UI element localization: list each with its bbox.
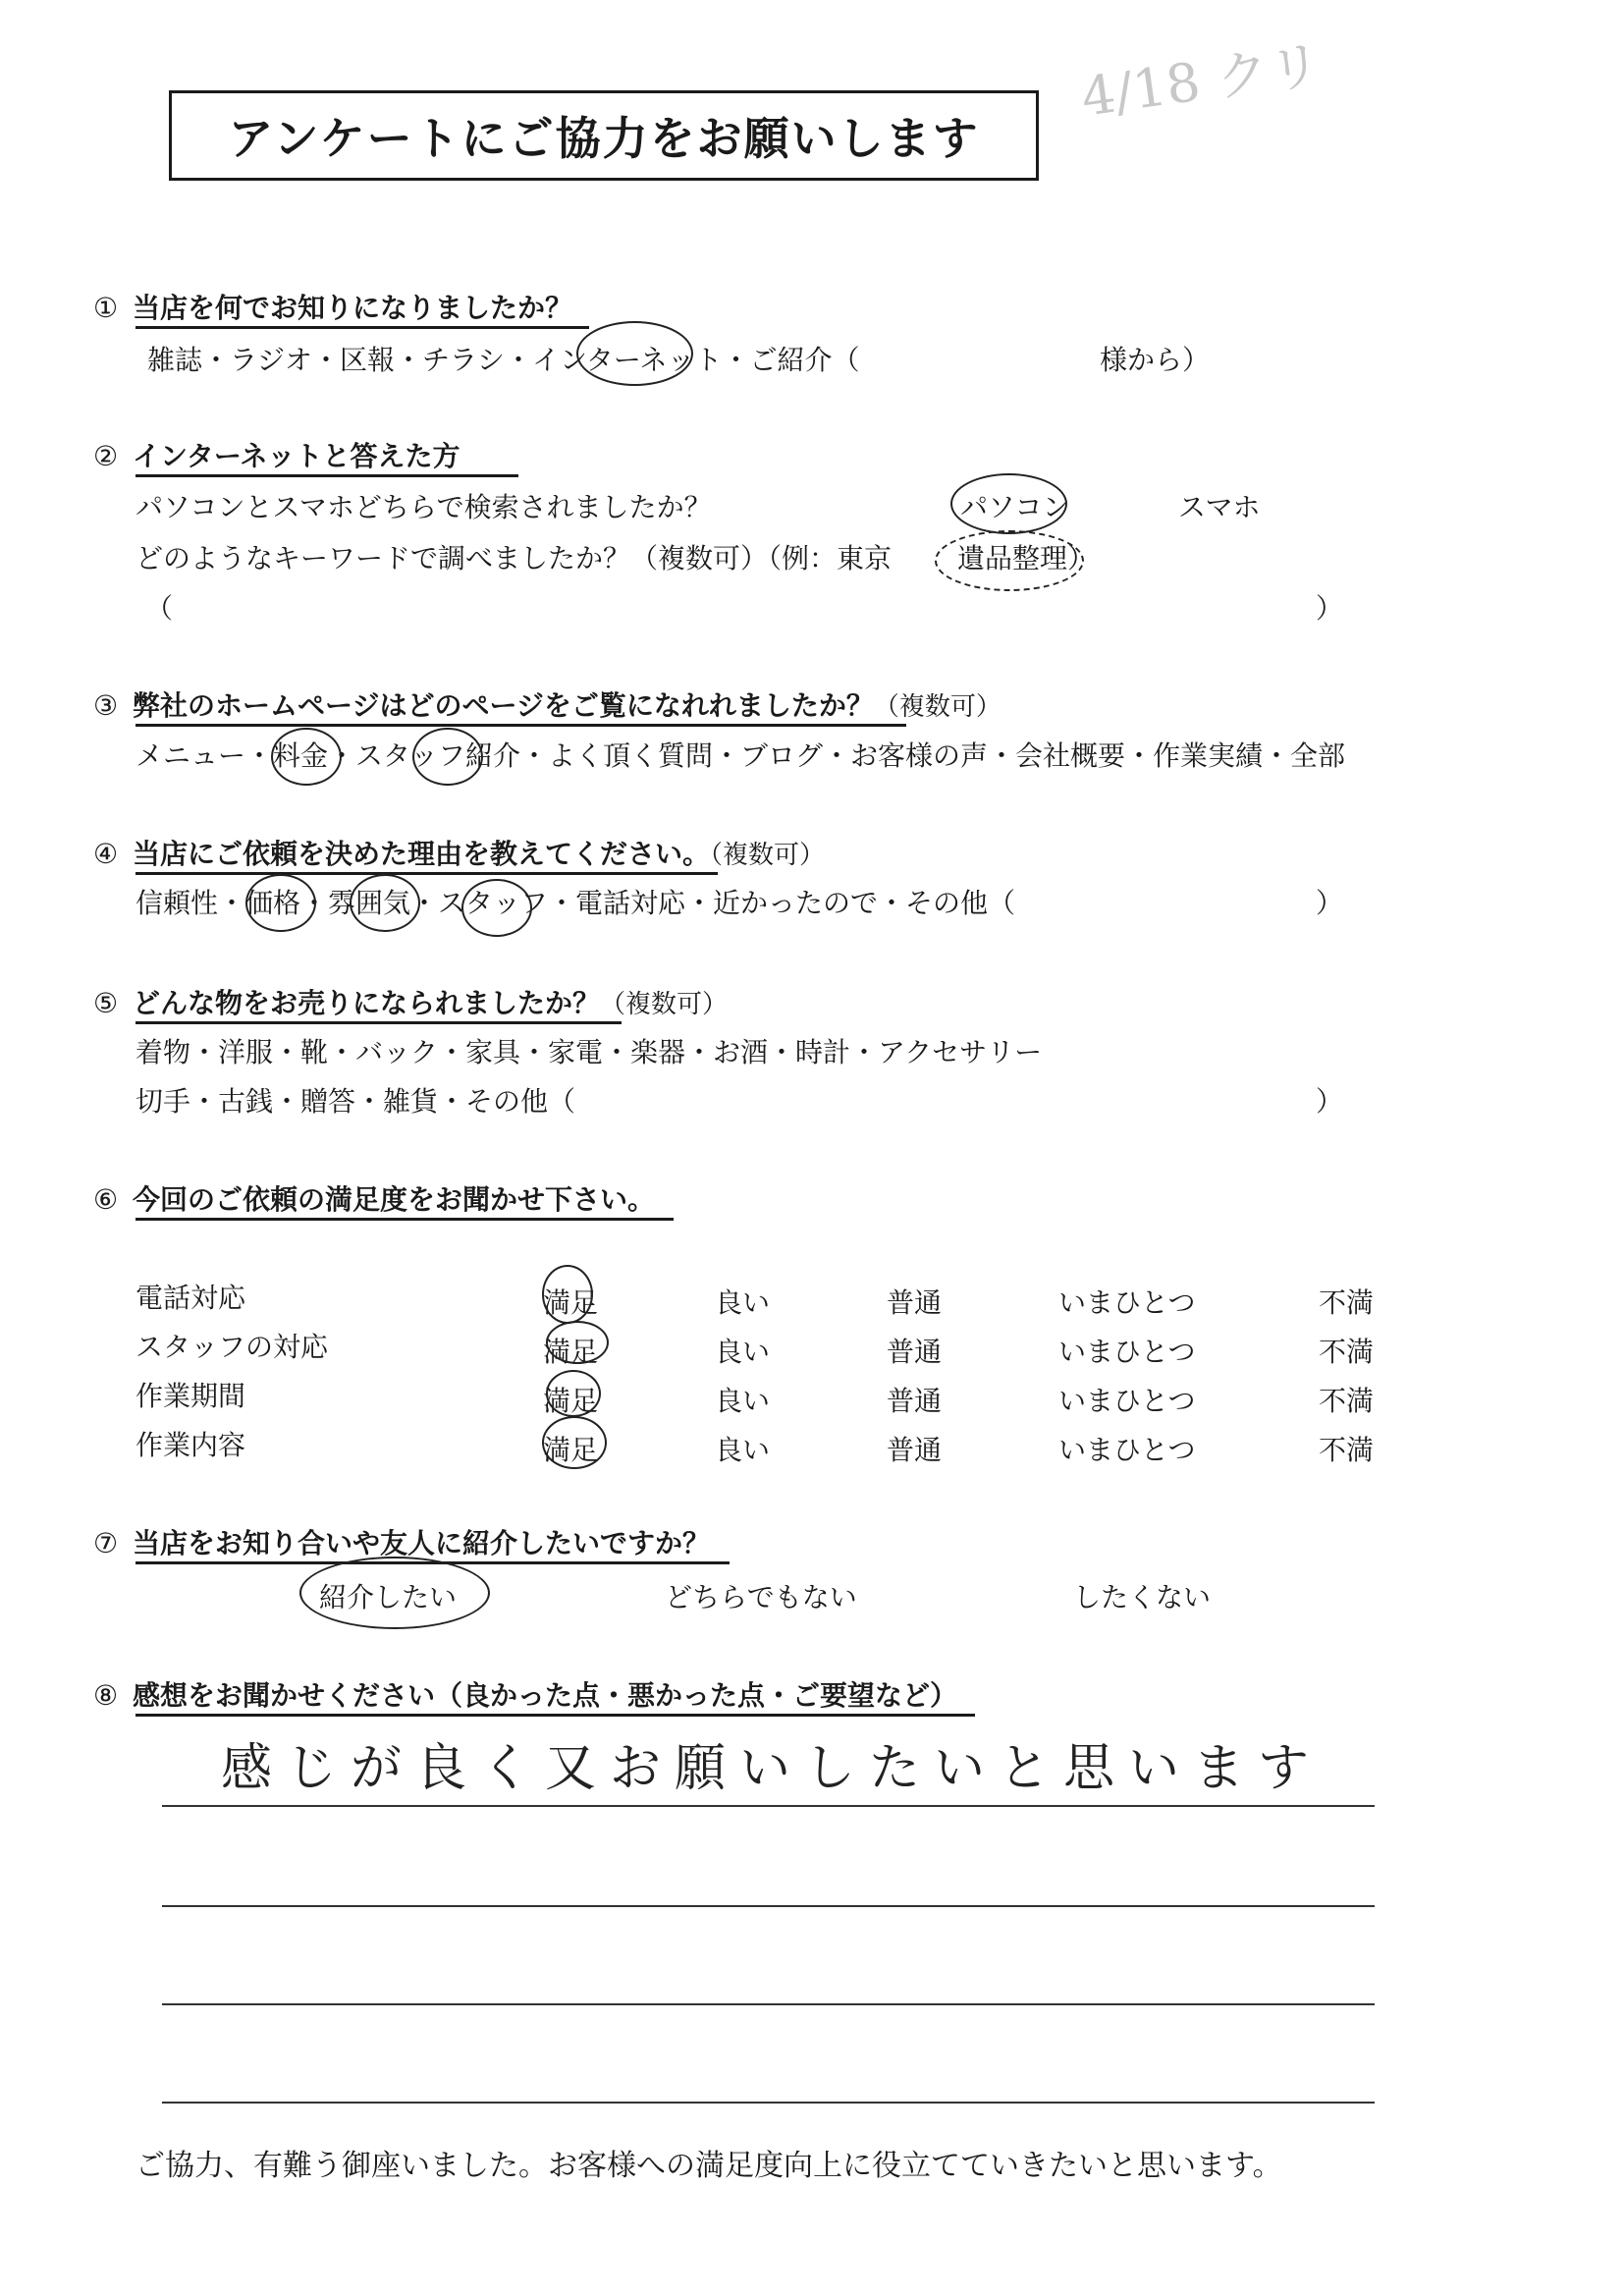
answer-circle-want-to-introduce (299, 1557, 490, 1629)
question-number: ⑦ (93, 1527, 119, 1559)
handwritten-answer: 感じが良く又お願いしたいと思います (221, 1739, 1324, 1798)
scale-not-quite: いまひとつ (1058, 1385, 1196, 1417)
question-4-title (93, 833, 825, 872)
underline (135, 474, 518, 477)
answer-circle-satisfied (542, 1416, 607, 1469)
scale-not-quite: いまひとつ (1058, 1286, 1196, 1319)
q2-paren-close: ） (1316, 592, 1344, 625)
question-text: 当店をお知り合いや友人に紹介したいですか？ (133, 1527, 711, 1559)
question-7-title (93, 1522, 710, 1561)
question-number: ⑤ (93, 987, 119, 1019)
q7-option-not-want: したくない (1073, 1581, 1212, 1613)
question-text: 今回のご依頼の満足度をお聞かせ下さい。 (133, 1183, 656, 1216)
question-text: どんな物をお売りになられましたか？ (133, 987, 601, 1019)
scale-satisfied: 満足 (543, 1336, 599, 1368)
answer-line (162, 1905, 1375, 1907)
q2-keyword-question: どのようなキーワードで調べましたか？（複数可）（例：東京 (135, 542, 893, 574)
question-text: 当店を何でお知りになりましたか？ (133, 292, 573, 324)
question-5-title (93, 982, 728, 1021)
answer-circle-price (271, 728, 342, 786)
underline (135, 1714, 975, 1717)
q4-options: 信頼性・価格・雰囲気・スタッフ・電話対応・近かったので・その他（ (135, 887, 1016, 919)
question-number: ⑥ (93, 1183, 119, 1216)
answer-circle-atmosphere (350, 874, 420, 932)
page-title: アンケートにご協力をお願いします (169, 90, 1039, 181)
question-2-title (93, 435, 460, 474)
question-text: インターネットと答えた方 (133, 440, 460, 472)
answer-line (162, 2003, 1375, 2005)
question-1-title (93, 287, 572, 326)
row-label: 作業期間 (135, 1380, 246, 1412)
scale-good: 良い (715, 1434, 771, 1466)
q5-paren-close: ） (1316, 1085, 1344, 1118)
underline (135, 872, 718, 875)
question-number: ⑧ (93, 1679, 119, 1712)
question-text: 弊社のホームページはどのページをご覧になれれましたか？ (133, 689, 874, 722)
answer-circle-keyword (935, 530, 1084, 591)
q7-option-want: 紹介したい (319, 1581, 458, 1613)
underline (135, 724, 906, 727)
question-note: （複数可） (873, 692, 1001, 722)
answer-circle-satisfied (546, 1321, 609, 1364)
q3-options: メニュー・料金・スタッフ紹介・よく頂く質問・ブログ・お客様の声・会社概要・作業実績・全部 (135, 739, 1346, 772)
question-8-title (93, 1674, 957, 1714)
scale-good: 良い (715, 1336, 771, 1368)
answer-circle-satisfied (542, 1265, 593, 1324)
scale-satisfied: 満足 (543, 1286, 599, 1319)
q2-device-pc: パソコン (960, 491, 1070, 523)
answer-circle-staff (461, 879, 532, 937)
underline (135, 326, 589, 329)
underline (135, 1021, 622, 1024)
question-number: ③ (93, 689, 119, 722)
row-label: スタッフの対応 (135, 1331, 329, 1363)
answer-circle-satisfied (546, 1370, 601, 1417)
scale-dissatisfied: 不満 (1319, 1336, 1375, 1368)
footer-thanks: ご協力、有難う御座いました。お客様への満足度向上に役立てていきたいと思います。 (135, 2149, 1282, 2183)
scale-satisfied: 満足 (543, 1434, 599, 1466)
question-3-title (93, 684, 1001, 724)
answer-circle-staff (412, 728, 483, 786)
q2-paren-open: （ (145, 592, 174, 625)
question-6-title (93, 1178, 655, 1218)
answer-circle-internet (576, 321, 693, 386)
question-text: 感想をお聞かせください（良かった点・悪かった点・ご要望など） (133, 1679, 958, 1712)
question-number: ④ (93, 838, 119, 870)
underline (135, 1218, 674, 1221)
q5-options-line2: 切手・古銭・贈答・雑貨・その他（ (135, 1085, 576, 1118)
scale-average: 普通 (887, 1336, 943, 1368)
q4-paren-close: ） (1316, 887, 1344, 919)
question-number: ① (93, 292, 119, 324)
answer-line (162, 1805, 1375, 1807)
scale-dissatisfied: 不満 (1319, 1385, 1375, 1417)
question-note: （複数可） (710, 841, 826, 870)
q5-options-line1: 着物・洋服・靴・バック・家具・家電・楽器・お酒・時計・アクセサリー (135, 1036, 1043, 1068)
row-label: 作業内容 (135, 1429, 246, 1461)
scale-average: 普通 (887, 1434, 943, 1466)
question-text: 当店にご依頼を決めた理由を教えてください。 (133, 838, 711, 870)
scale-dissatisfied: 不満 (1319, 1286, 1375, 1319)
row-label: 電話対応 (135, 1282, 246, 1314)
question-number: ② (93, 440, 119, 472)
q7-option-neutral: どちらでもない (665, 1581, 857, 1613)
scale-dissatisfied: 不満 (1319, 1434, 1375, 1466)
answer-line (162, 2102, 1375, 2104)
q2-device-question: パソコンとスマホどちらで検索されましたか？ (135, 491, 712, 523)
scale-satisfied: 満足 (543, 1385, 599, 1417)
scale-not-quite: いまひとつ (1058, 1434, 1196, 1466)
q2-device-phone: スマホ (1178, 491, 1261, 523)
scale-average: 普通 (887, 1286, 943, 1319)
question-note: （複数可） (600, 990, 729, 1019)
handwritten-date: 4/18 クリ (1077, 33, 1326, 129)
scale-good: 良い (715, 1286, 771, 1319)
scale-not-quite: いまひとつ (1058, 1336, 1196, 1368)
scale-good: 良い (715, 1385, 771, 1417)
scale-average: 普通 (887, 1385, 943, 1417)
q1-options: 雑誌・ラジオ・区報・チラシ・インターネット・ご紹介（ (147, 344, 860, 376)
answer-circle-pc (950, 473, 1070, 534)
q1-suffix: 様から） (1100, 344, 1211, 376)
answer-circle-price (245, 874, 316, 932)
q2-keyword-example: 遺品整理） (957, 542, 1096, 574)
